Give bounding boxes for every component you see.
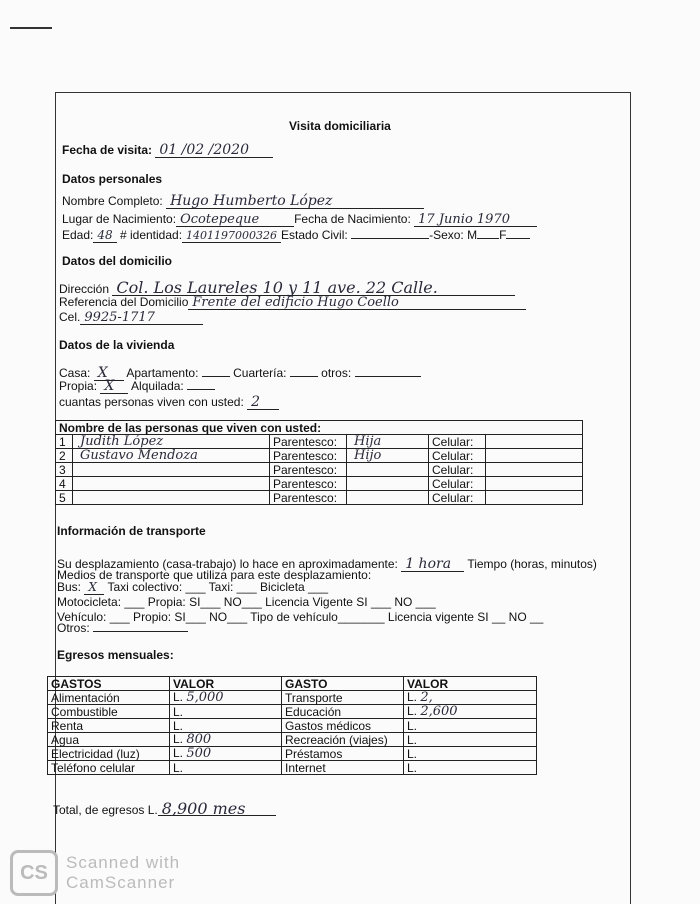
person-name: Gustavo Mendoza — [73, 449, 270, 463]
expense-name-2: Transporte — [282, 691, 404, 705]
expense-name-2: Educación — [282, 705, 404, 719]
birthdate-label: Fecha de Nacimiento: — [294, 212, 411, 226]
cuarteria-label: Cuartería: — [233, 366, 287, 380]
parentesco-label: Parentesco: — [270, 435, 347, 449]
table-row — [48, 761, 537, 775]
name-value: Hugo Humberto López — [166, 195, 424, 209]
propia-label: Propia: — [59, 379, 98, 393]
expense-name: Alimentación — [48, 691, 170, 705]
casa-mark: X — [94, 367, 124, 381]
form-title: Visita domiciliaria — [289, 119, 391, 133]
relationship-value — [347, 491, 429, 505]
household-table-heading: Nombre de las personas que viven con usted: — [56, 421, 583, 435]
propia-mark: X — [100, 380, 128, 394]
name-label: Nombre Completo: — [62, 194, 163, 208]
celular-label: Celular: — [429, 491, 486, 505]
table-row — [56, 435, 583, 449]
relationship-value — [347, 477, 429, 491]
expense-name: Agua — [48, 733, 170, 747]
camscanner-logo-icon: CS — [10, 850, 58, 896]
transport-options-line: Taxi colectivo: ___ Taxi: ___ Bicicleta ___ — [107, 580, 329, 594]
sex-label: -Sexo: M — [429, 228, 478, 242]
row-number: 4 — [56, 477, 73, 491]
cel-label: Cel. — [59, 310, 81, 324]
celular-value — [486, 477, 583, 491]
relationship-value: Hija — [347, 435, 429, 449]
expense-value: L. 800 — [170, 733, 282, 747]
age-value: 48 — [93, 229, 116, 243]
expense-name: Renta — [48, 719, 170, 733]
parentesco-label: Parentesco: — [270, 477, 347, 491]
expenses-table — [47, 676, 537, 775]
row-number: 1 — [56, 435, 73, 449]
table-row — [48, 691, 537, 705]
row-number: 3 — [56, 463, 73, 477]
person-name — [73, 463, 270, 477]
watermark-line1: Scanned with — [66, 853, 181, 872]
section-housing: Datos de la vivienda — [59, 338, 175, 352]
otros-transport-label: Otros: — [57, 621, 90, 635]
visit-date-label: Fecha de visita: — [62, 143, 153, 157]
celular-value — [486, 463, 583, 477]
expense-name: Electricidad (luz) — [48, 747, 170, 761]
celular-label: Celular: — [429, 477, 486, 491]
row-number: 5 — [56, 491, 73, 505]
reference-label: Referencia del Domicilio — [59, 295, 189, 309]
parentesco-label: Parentesco: — [270, 463, 347, 477]
expense-value-2: L. — [404, 719, 537, 733]
expense-value: L. — [170, 761, 282, 775]
total-label: Total, de egresos L. — [53, 803, 158, 817]
apartamento-label: Apartamento: — [126, 366, 199, 380]
parentesco-label: Parentesco: — [270, 491, 347, 505]
table-row — [48, 733, 537, 747]
id-label: # identidad: — [119, 228, 183, 242]
commute-time-value: 1 hora — [401, 558, 464, 572]
person-name: Judith López — [73, 435, 270, 449]
birthdate-value: 17 Junio 1970 — [414, 213, 537, 227]
celular-value — [486, 449, 583, 463]
expense-value-2: L. — [404, 761, 537, 775]
table-row — [56, 477, 583, 491]
expense-value: L. — [170, 705, 282, 719]
table-row — [48, 747, 537, 761]
alquilada-label: Alquilada: — [131, 379, 184, 393]
motorcycle-line: Motocicleta: ___ Propia: SI___ NO___ Licencia Vigente SI ___ NO ___ — [57, 595, 436, 609]
expense-value-2: L. — [404, 733, 537, 747]
watermark-line2: CamScanner — [66, 873, 176, 892]
expense-value-2: L. 2,600 — [404, 705, 537, 719]
expense-name: Combustible — [48, 705, 170, 719]
col-gastos: GASTOS — [48, 677, 170, 691]
section-home: Datos del domicilio — [62, 254, 173, 268]
expense-name-2: Gastos médicos — [282, 719, 404, 733]
reference-value: Frente del edificio Hugo Coello — [188, 296, 526, 310]
birthplace-value: Ocotepeque — [176, 213, 294, 227]
expense-value: L. 5,000 — [170, 691, 282, 705]
parentesco-label: Parentesco: — [270, 449, 347, 463]
expense-value: L. — [170, 719, 282, 733]
col-gasto: GASTO — [282, 677, 404, 691]
celular-value — [486, 435, 583, 449]
id-value: 1401197000326 — [182, 229, 281, 243]
commute-time-unit: Tiempo (horas, minutos) — [467, 557, 597, 571]
commute-question: Su desplazamiento (casa-trabajo) lo hace en aproximadamente: — [57, 557, 398, 571]
celular-value — [486, 491, 583, 505]
celular-label: Celular: — [429, 449, 486, 463]
casa-label: Casa: — [59, 366, 91, 380]
table-row — [56, 463, 583, 477]
bus-mark: X — [84, 581, 104, 595]
address-value: Col. Los Laureles 10 y 11 ave. 22 Calle. — [112, 280, 515, 296]
household-count-label: cuantas personas viven con usted: — [59, 395, 244, 409]
person-name — [73, 477, 270, 491]
transport-means-question: Medios de transporte que utiliza para este desplazamiento: — [57, 568, 372, 582]
total-value: 8,900 mes — [158, 802, 276, 816]
col-valor-2: VALOR — [404, 677, 537, 691]
table-row — [48, 705, 537, 719]
row-number: 2 — [56, 449, 73, 463]
section-transport: Información de transporte — [57, 524, 206, 538]
household-count-value: 2 — [247, 396, 279, 410]
expense-name: Teléfono celular — [48, 761, 170, 775]
expense-value: L. 500 — [170, 747, 282, 761]
sex-f-label: F — [499, 228, 507, 242]
relationship-value — [347, 463, 429, 477]
bus-label: Bus: — [57, 580, 82, 594]
cel-value: 9925-1717 — [80, 311, 203, 325]
otros-label: otros: — [321, 366, 352, 380]
table-row — [48, 719, 537, 733]
col-valor: VALOR — [170, 677, 282, 691]
expense-name-2: Préstamos — [282, 747, 404, 761]
pen-mark — [10, 27, 52, 29]
expense-name-2: Recreación (viajes) — [282, 733, 404, 747]
birthplace-label: Lugar de Nacimiento: — [62, 212, 177, 226]
celular-label: Celular: — [429, 463, 486, 477]
expense-value-2: L. — [404, 747, 537, 761]
relationship-value: Hijo — [347, 449, 429, 463]
section-personal: Datos personales — [62, 172, 163, 186]
celular-label: Celular: — [429, 435, 486, 449]
household-table — [55, 420, 583, 505]
expense-value-2: L. 2, — [404, 691, 537, 705]
visit-date-value: 01 /02 /2020 — [155, 144, 273, 158]
vehicle-line: Vehículo: ___ Propio: SI___ NO___ Tipo de vehículo_______ Licencia vigente SI __ NO __ — [57, 610, 544, 624]
address-label: Dirección — [59, 282, 110, 296]
camscanner-watermark — [10, 850, 180, 896]
table-row — [56, 449, 583, 463]
expense-name-2: Internet — [282, 761, 404, 775]
table-row — [56, 491, 583, 505]
age-label: Edad: — [62, 228, 94, 242]
civil-status-label: Estado Civil: — [281, 228, 348, 242]
person-name — [73, 491, 270, 505]
section-expenses: Egresos mensuales: — [57, 648, 174, 662]
